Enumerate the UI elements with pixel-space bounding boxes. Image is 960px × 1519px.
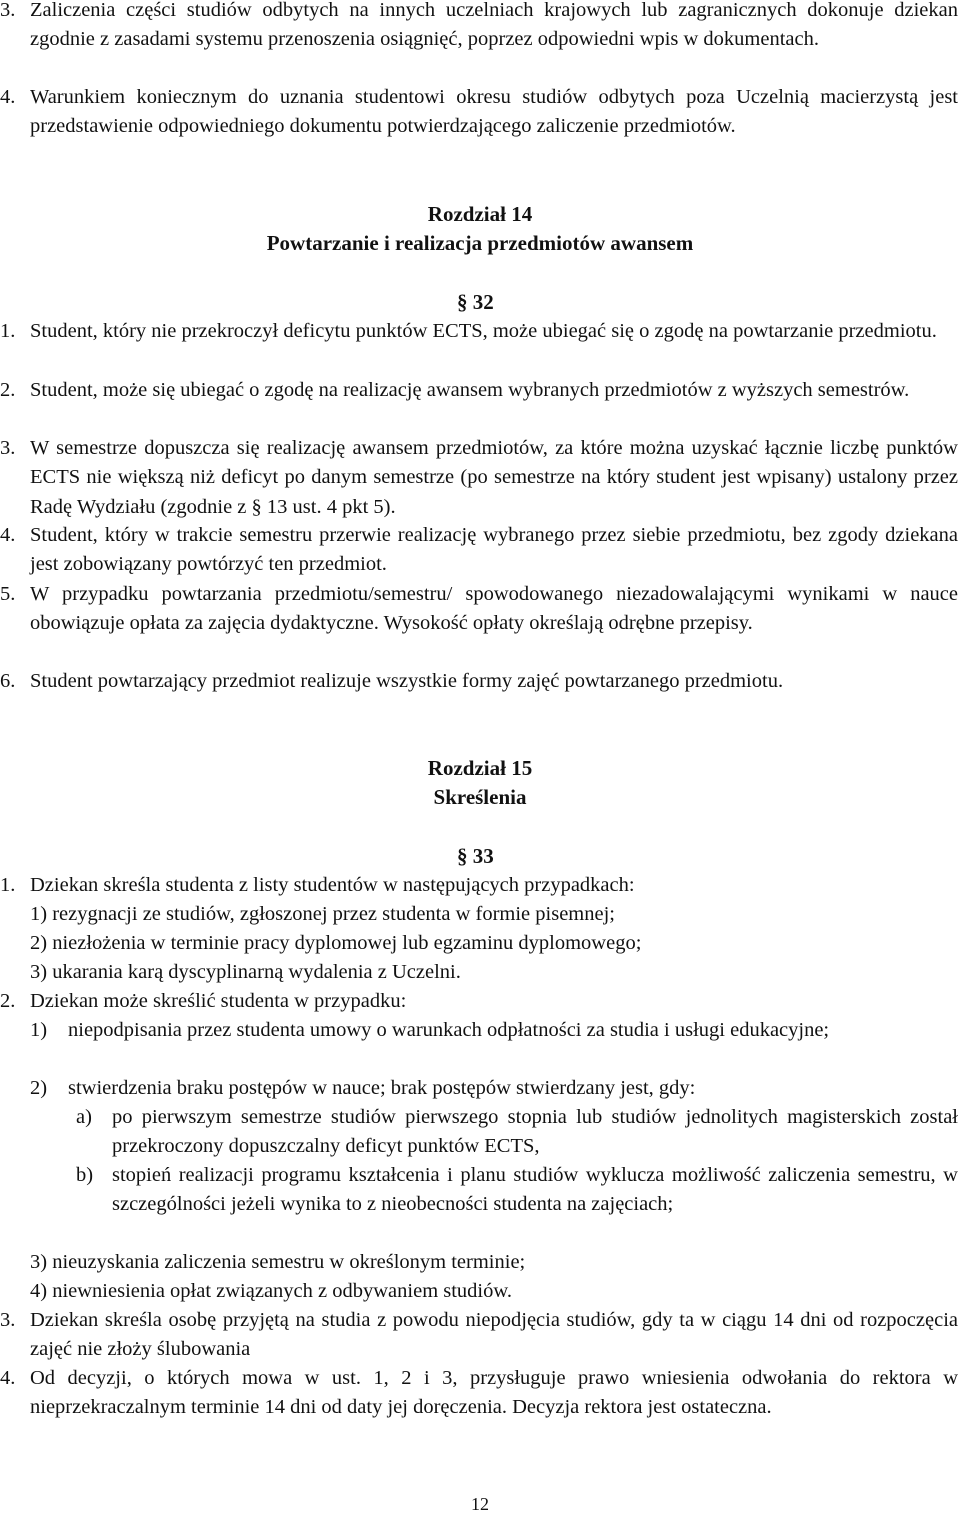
item-number: 2. (0, 990, 16, 1012)
sub-point-text: niepodpisania przez studenta umowy o warunkach odpłatności za studia i usługi edukacyjne; (68, 1019, 830, 1041)
item-number: 4. (0, 86, 16, 108)
item-number: 5. (0, 583, 16, 605)
item-number: 3. (0, 1309, 16, 1331)
list-item (0, 376, 958, 405)
paragraph-number (457, 842, 494, 871)
sub-sub-point-letter: a) (76, 1106, 92, 1128)
item-number: 4. (0, 524, 16, 546)
item-text: Student, który w trakcie semestru przerwie realizację wybranego przez siebie przedmiotu, bez zgody dziekana jest zobowiązany powtórzyć ten przedmiot. (30, 524, 958, 576)
item-text: Student, może się ubiegać o zgodę na realizację awansem wybranych przedmiotów z wyższych semestrów. (30, 379, 910, 401)
item-number: 1. (0, 874, 16, 896)
item-number: 4. (0, 1367, 16, 1389)
item-number: 6. (0, 670, 16, 692)
item-text: Warunkiem koniecznym do uznania studentowi okresu studiów odbytych poza Uczelnią macierzystą jest przedstawienie odpowiedniego dokumentu potwierdzającego zaliczenie przedmiotów. (30, 86, 958, 138)
chapter-title: Rozdział 14 (427, 202, 533, 226)
list-item (0, 434, 958, 522)
item-text: W semestrze dopuszcza się realizację awansem przedmiotów, za które można uzyskać łącznie liczbę punktów ECTS nie większą niż deficyt po danym semestrze (po semestrze na który student jest wpisany) ustalony przez Radę Wydziału (zgodnie z § 13 ust. 4 pkt 5). (30, 437, 958, 518)
list-item (0, 0, 958, 55)
chapter-subtitle: Skreślenia (433, 785, 527, 809)
list-item (0, 667, 958, 696)
sub-point-number: 2) (30, 1077, 48, 1099)
paragraph-number (457, 288, 494, 317)
item-text: Student, który nie przekroczył deficytu punktów ECTS, może ubiegać się o zgodę na powtarzanie przedmiotu. (30, 320, 937, 342)
sub-point: 1) rezygnacji ze studiów, zgłoszonej przez studenta w formie pisemnej; (30, 903, 615, 925)
sub-point: 4) niewniesienia opłat związanych z odbywaniem studiów. (30, 1280, 512, 1302)
item-text: Dziekan może skreślić studenta w przypadku: (30, 990, 407, 1012)
list-item (0, 871, 958, 900)
list-item (0, 1364, 958, 1423)
item-number: 3. (0, 437, 16, 459)
paragraph-value: 33 (472, 844, 494, 868)
list-item (0, 987, 958, 1016)
sub-point (30, 1016, 958, 1045)
sub-sub-point (76, 1103, 958, 1162)
item-text: Dziekan skreśla studenta z listy studentów w następujących przypadkach: (30, 874, 635, 896)
chapter-subtitle: Powtarzanie i realizacja przedmiotów awansem (266, 231, 694, 255)
paragraph-value: 32 (472, 290, 494, 314)
item-text: Student powtarzający przedmiot realizuje wszystkie formy zajęć powtarzanego przedmiotu. (30, 670, 784, 692)
sub-sub-point-letter: b) (76, 1164, 94, 1186)
sub-point: 2) niezłożenia w terminie pracy dyplomowej lub egzaminu dyplomowego; (30, 932, 642, 954)
item-text: W przypadku powtarzania przedmiotu/semestru/ spowodowanego niezadowalającymi wynikami w nauce obowiązuje opłata za zajęcia dydaktyczne. Wysokość opłaty określają odrębne przepisy. (30, 583, 958, 635)
item-text: Dziekan skreśla osobę przyjętą na studia z powodu niepodjęcia studiów, gdy ta w ciągu 14 dni od rozpoczęcia zajęć nie złoży ślubowania (30, 1309, 958, 1361)
item-number: 2. (0, 379, 16, 401)
section-sign: § (457, 290, 468, 314)
section-sign: § (457, 844, 468, 868)
list-item (0, 521, 958, 580)
item-text: Zaliczenia części studiów odbytych na innych uczelniach krajowych lub zagranicznych dokonuje dziekan zgodnie z zasadami systemu przenoszenia osiągnięć, poprzez odpowiedni wpis w dokumentach. (30, 0, 958, 51)
sub-sub-point (76, 1161, 958, 1220)
sub-sub-point-text: stopień realizacji programu kształcenia i planu studiów wyklucza możliwość zaliczenia semestru, w szczególności jeżeli wynika to z nieobecności studenta na zajęciach; (112, 1164, 958, 1216)
list-item (0, 317, 958, 346)
list-item (0, 1306, 958, 1365)
sub-point-text: stwierdzenia braku postępów w nauce; brak postępów stwierdzany jest, gdy: (68, 1077, 696, 1099)
sub-sub-point-text: po pierwszym semestrze studiów pierwszego stopnia lub studiów jednolitych magisterskich został przekroczony dopuszczalny deficyt punktów ECTS, (112, 1106, 958, 1158)
sub-point-number: 1) (30, 1019, 48, 1041)
item-text: Od decyzji, o których mowa w ust. 1, 2 i 3, przysługuje prawo wniesienia odwołania do rektora w nieprzekraczalnym terminie 14 dni od daty jej doręczenia. Decyzja rektora jest ostateczna. (30, 1367, 958, 1419)
item-number: 3. (0, 0, 16, 21)
page-number: 12 (471, 1494, 489, 1514)
list-item (0, 580, 958, 639)
sub-point: 3) ukarania karą dyscyplinarną wydalenia z Uczelni. (30, 961, 461, 983)
item-number: 1. (0, 320, 16, 342)
chapter-title: Rozdział 15 (427, 756, 533, 780)
sub-point (30, 1074, 958, 1103)
list-item (0, 83, 958, 142)
sub-point: 3) nieuzyskania zaliczenia semestru w określonym terminie; (30, 1251, 526, 1273)
